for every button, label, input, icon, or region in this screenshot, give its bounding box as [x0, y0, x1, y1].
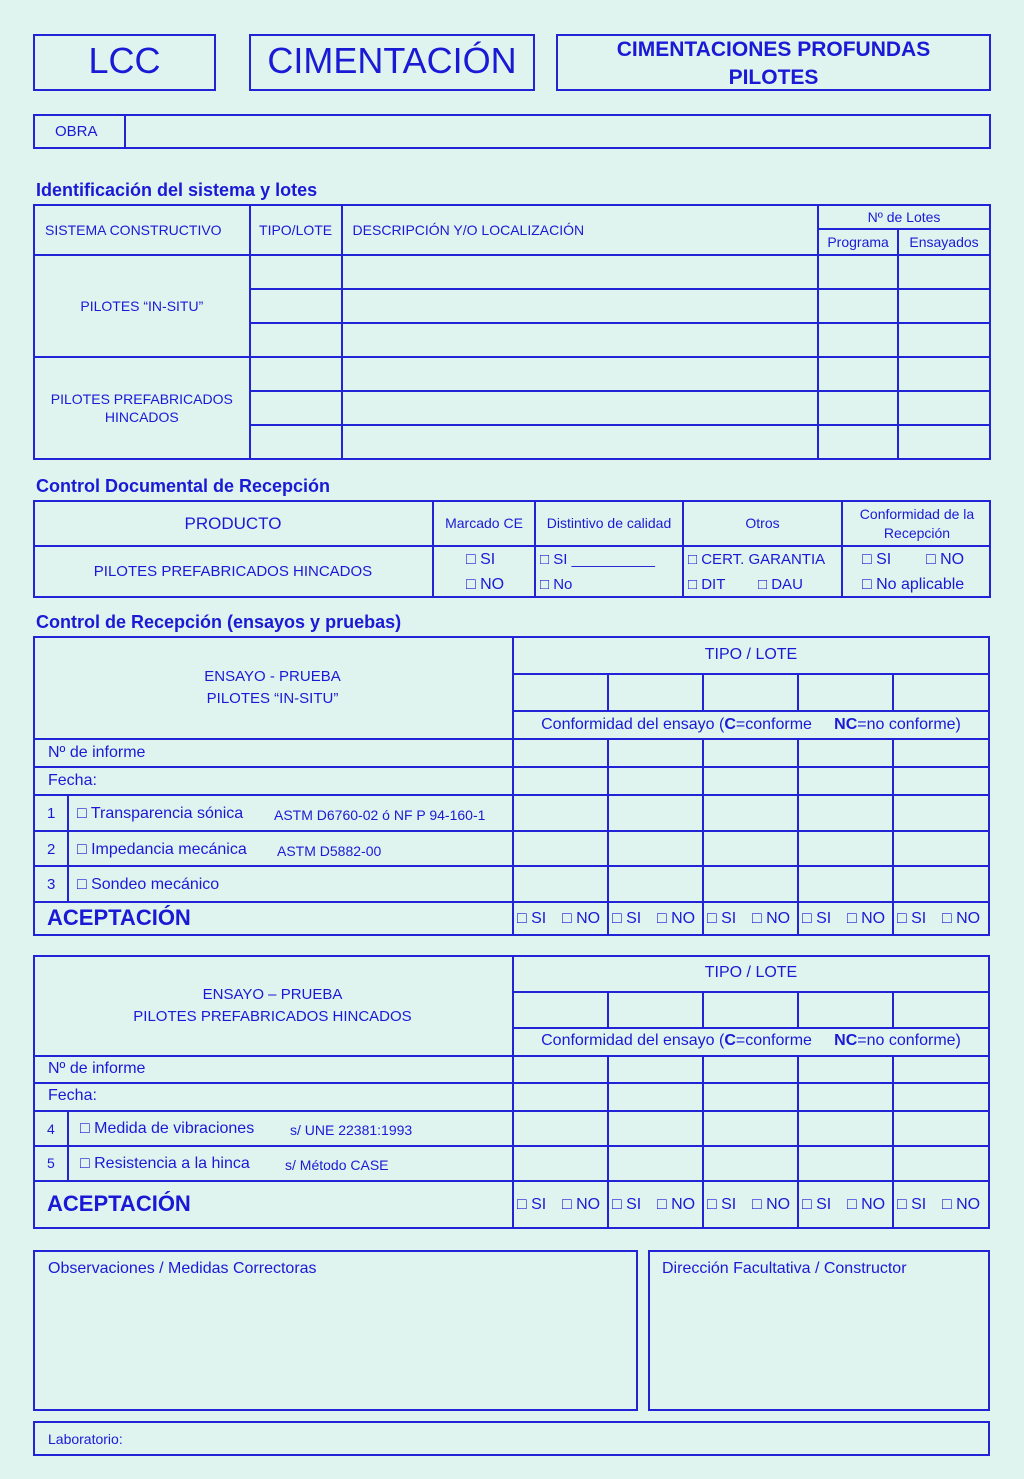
- input-desc-cell[interactable]: [342, 391, 819, 425]
- block2-conformidad: Conformidad del ensayo (C=conforme NC=no conforme): [541, 1032, 961, 1049]
- input-desc-cell[interactable]: [342, 357, 819, 391]
- aceptacion-no-checkbox[interactable]: □ NO: [847, 1196, 886, 1213]
- aceptacion-no-checkbox[interactable]: □ NO: [752, 1196, 791, 1213]
- block2-ensayo-sub: PILOTES PREFABRICADOS HINCADOS: [133, 1008, 412, 1025]
- aceptacion-si-checkbox[interactable]: □ SI: [612, 1196, 642, 1213]
- aceptacion-si-checkbox[interactable]: □ SI: [802, 910, 832, 927]
- block1-lote-divider: [607, 673, 609, 710]
- col-descripcion: DESCRIPCIÓN Y/O LOCALIZACIÓN: [342, 205, 819, 255]
- col-tipo: TIPO/LOTE: [250, 205, 342, 255]
- col-conformidad-1: Conformidad de la: [859, 506, 975, 522]
- ce-si-checkbox[interactable]: □ SI: [466, 551, 496, 568]
- block1-conformidad: Conformidad del ensayo (C=conforme NC=no conforme): [541, 716, 961, 733]
- block1-left-divider: [512, 636, 514, 936]
- col-programa: Programa: [819, 230, 899, 254]
- aceptacion-si-checkbox[interactable]: □ SI: [517, 910, 547, 927]
- test-number: 5: [47, 1155, 55, 1171]
- block1-line: [33, 738, 990, 740]
- test-norm: s/ Método CASE: [285, 1157, 389, 1173]
- col-ensayados: Ensayados: [909, 234, 979, 250]
- producto-name: PILOTES PREFABRICADOS HINCADOS: [93, 563, 373, 580]
- aceptacion-si-checkbox[interactable]: □ SI: [707, 910, 737, 927]
- input-ensayados-cell[interactable]: [898, 289, 990, 323]
- form-title-line2: PILOTES: [728, 66, 819, 89]
- block1-line: [33, 901, 990, 903]
- aceptacion-no-checkbox[interactable]: □ NO: [562, 910, 601, 927]
- test-sondeo-checkbox[interactable]: □ Sondeo mecánico: [77, 876, 220, 893]
- aceptacion-no-checkbox[interactable]: □ NO: [942, 910, 981, 927]
- aceptacion-no-checkbox[interactable]: □ NO: [847, 910, 886, 927]
- obra-label: OBRA: [55, 123, 98, 140]
- obra-field[interactable]: [127, 116, 989, 147]
- block2-line: [33, 1082, 990, 1084]
- input-tipo-cell[interactable]: [250, 357, 342, 391]
- col-distintivo: Distintivo de calidad: [546, 515, 672, 531]
- block1-informe-label: Nº de informe: [48, 744, 146, 761]
- block2-fecha-label: Fecha:: [48, 1087, 97, 1104]
- laboratorio-label: Laboratorio:: [48, 1431, 123, 1447]
- aceptacion-si-checkbox[interactable]: □ SI: [612, 910, 642, 927]
- conformidad-no-checkbox[interactable]: □ NO: [926, 551, 965, 568]
- block1-aceptacion: ACEPTACIÓN: [47, 905, 191, 930]
- block2-line: [512, 1027, 990, 1029]
- block1-lote-divider: [702, 673, 704, 710]
- direccion-label: Dirección Facultativa / Constructor: [662, 1260, 907, 1277]
- test-norm: ASTM D6760-02 ó NF P 94-160-1: [274, 807, 486, 823]
- identificacion-title: Identificación del sistema y lotes: [36, 180, 318, 200]
- block2-line: [33, 1180, 990, 1182]
- block2-lote-divider: [607, 1055, 609, 1229]
- block2-aceptacion: ACEPTACIÓN: [47, 1191, 191, 1216]
- block2-line: [33, 1055, 990, 1057]
- identificacion-table: [33, 204, 991, 460]
- test-number: 3: [47, 876, 56, 893]
- laboratorio-box[interactable]: [33, 1421, 990, 1456]
- test-vibraciones-checkbox[interactable]: □ Medida de vibraciones: [80, 1120, 255, 1137]
- conformidad-si-checkbox[interactable]: □ SI: [862, 551, 892, 568]
- block1-num-divider: [67, 794, 69, 901]
- dit-checkbox[interactable]: □ DIT: [688, 576, 726, 593]
- documental-header-line: [33, 545, 991, 547]
- block1-line: [512, 710, 990, 712]
- block1-line: [512, 673, 990, 675]
- block2-lote-divider: [797, 1055, 799, 1229]
- block1-lote-divider: [892, 738, 894, 936]
- input-desc-cell[interactable]: [342, 425, 819, 459]
- input-desc-cell[interactable]: [342, 289, 819, 323]
- block2-left-divider: [512, 955, 514, 1229]
- input-programa-cell[interactable]: [818, 255, 898, 289]
- row-pilotes-prefabricados: PILOTES PREFABRICADOS HINCADOS: [34, 357, 250, 459]
- input-programa-cell[interactable]: [818, 425, 898, 459]
- input-ensayados-cell[interactable]: [898, 323, 990, 357]
- aceptacion-si-checkbox[interactable]: □ SI: [897, 910, 927, 927]
- test-number: 2: [47, 841, 56, 858]
- col-lotes-label: Nº de Lotes: [819, 206, 989, 230]
- block2-line: [33, 1110, 990, 1112]
- aceptacion-no-checkbox[interactable]: □ NO: [657, 1196, 696, 1213]
- input-desc-cell[interactable]: [342, 255, 819, 289]
- input-ensayados-cell[interactable]: [898, 425, 990, 459]
- aceptacion-si-checkbox[interactable]: □ SI: [802, 1196, 832, 1213]
- aceptacion-si-checkbox[interactable]: □ SI: [897, 1196, 927, 1213]
- aceptacion-no-checkbox[interactable]: □ NO: [562, 1196, 601, 1213]
- col-conformidad-2: Recepción: [883, 525, 951, 541]
- dau-checkbox[interactable]: □ DAU: [758, 576, 803, 593]
- input-programa-cell[interactable]: [818, 391, 898, 425]
- distintivo-si-checkbox[interactable]: □ SI __________: [540, 551, 655, 568]
- input-tipo-cell[interactable]: [250, 391, 342, 425]
- block1-tipo-lote: TIPO / LOTE: [704, 646, 798, 663]
- col-sistema: SISTEMA CONSTRUCTIVO: [34, 205, 250, 255]
- cert-garantia-checkbox[interactable]: □ CERT. GARANTIA: [688, 551, 826, 568]
- test-transparencia-checkbox[interactable]: □ Transparencia sónica: [77, 805, 244, 822]
- block1-lote-divider: [797, 738, 799, 936]
- input-desc-cell[interactable]: [342, 323, 819, 357]
- input-programa-cell[interactable]: [818, 289, 898, 323]
- documental-title: Control Documental de Recepción: [36, 476, 331, 496]
- test-number: 1: [47, 805, 56, 822]
- block1-line: [33, 830, 990, 832]
- ce-no-checkbox[interactable]: □ NO: [466, 576, 505, 593]
- observaciones-label: Observaciones / Medidas Correctoras: [48, 1260, 317, 1277]
- aceptacion-no-checkbox[interactable]: □ NO: [657, 910, 696, 927]
- block1-lote-divider: [892, 673, 894, 710]
- test-number: 4: [47, 1121, 55, 1137]
- block1-lote-divider: [797, 673, 799, 710]
- input-tipo-cell[interactable]: [250, 323, 342, 357]
- input-tipo-cell[interactable]: [250, 289, 342, 323]
- aceptacion-si-checkbox[interactable]: □ SI: [517, 1196, 547, 1213]
- block2-lote-divider: [702, 1055, 704, 1229]
- block2-informe-label: Nº de informe: [48, 1060, 146, 1077]
- obra-divider: [124, 114, 126, 149]
- form-section: CIMENTACIÓN: [267, 40, 517, 81]
- block2-lote-divider: [797, 991, 799, 1027]
- block2-line: [33, 1145, 990, 1147]
- block2-lote-divider: [607, 991, 609, 1027]
- aceptacion-no-checkbox[interactable]: □ NO: [942, 1196, 981, 1213]
- block1-lote-divider: [607, 738, 609, 936]
- col-lotes: [818, 205, 990, 255]
- block2-line: [512, 991, 990, 993]
- input-ensayados-cell[interactable]: [898, 391, 990, 425]
- block2-lote-divider: [702, 991, 704, 1027]
- col-marcado-ce: Marcado CE: [445, 515, 523, 531]
- row-pilotes-insitu: PILOTES “IN-SITU”: [34, 255, 250, 357]
- no-aplicable-checkbox[interactable]: □ No aplicable: [862, 576, 965, 593]
- form-code: LCC: [88, 40, 161, 81]
- block1-ensayo-sub: PILOTES “IN-SITU”: [206, 690, 339, 707]
- input-programa-cell[interactable]: [818, 323, 898, 357]
- input-tipo-cell[interactable]: [250, 425, 342, 459]
- block2-num-divider: [67, 1110, 69, 1180]
- recepcion-title: Control de Recepción (ensayos y pruebas): [36, 612, 402, 632]
- test-resistencia-checkbox[interactable]: □ Resistencia a la hinca: [80, 1155, 250, 1172]
- block1-line: [33, 865, 990, 867]
- block1-lote-divider: [702, 738, 704, 936]
- input-tipo-cell[interactable]: [250, 255, 342, 289]
- block1-fecha-label: Fecha:: [48, 772, 97, 789]
- distintivo-no-checkbox[interactable]: □ No: [540, 576, 573, 593]
- test-norm: ASTM D5882-00: [277, 843, 382, 859]
- block2-tipo-lote: TIPO / LOTE: [704, 964, 798, 981]
- test-norm: s/ UNE 22381:1993: [290, 1122, 413, 1138]
- col-producto: PRODUCTO: [184, 514, 282, 533]
- test-impedancia-checkbox[interactable]: □ Impedancia mecánica: [77, 841, 247, 858]
- aceptacion-si-checkbox[interactable]: □ SI: [707, 1196, 737, 1213]
- aceptacion-no-checkbox[interactable]: □ NO: [752, 910, 791, 927]
- block1-ensayo-head: ENSAYO - PRUEBA: [204, 668, 341, 685]
- form-title-line1: CIMENTACIONES PROFUNDAS: [616, 38, 931, 61]
- input-ensayados-cell[interactable]: [898, 255, 990, 289]
- block1-line: [33, 766, 990, 768]
- input-programa-cell[interactable]: [818, 357, 898, 391]
- col-otros: Otros: [745, 515, 780, 531]
- block2-ensayo-head: ENSAYO – PRUEBA: [202, 986, 343, 1003]
- input-ensayados-cell[interactable]: [898, 357, 990, 391]
- block2-lote-divider: [892, 991, 894, 1027]
- block1-line: [33, 794, 990, 796]
- block2-lote-divider: [892, 1055, 894, 1229]
